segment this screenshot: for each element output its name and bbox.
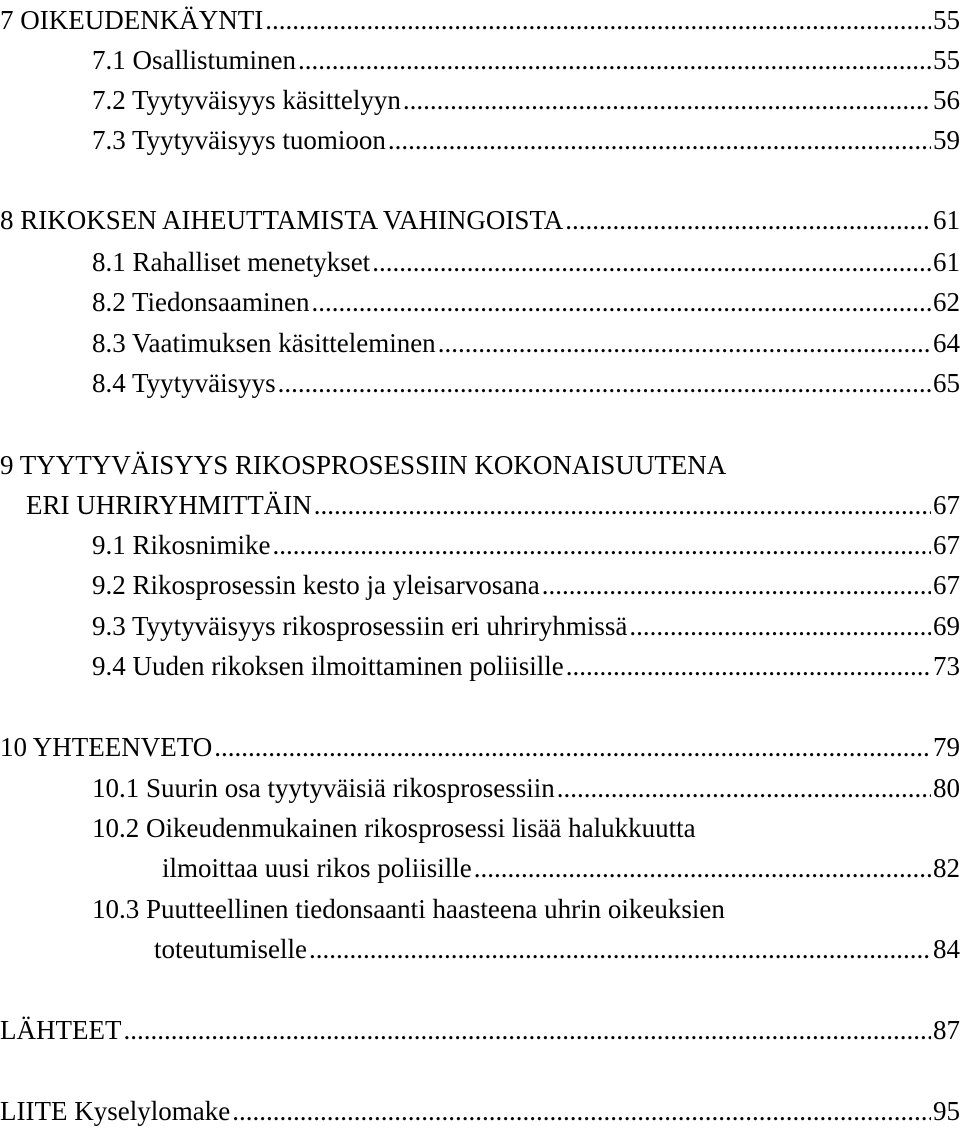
dot-leader: [372, 242, 931, 282]
dot-leader: [273, 525, 931, 565]
dot-leader: [123, 1010, 931, 1050]
toc-entry-page: 69: [933, 611, 960, 641]
toc-entry-page: 82: [933, 853, 960, 883]
dot-leader: [388, 120, 931, 160]
toc-entry-page: 79: [933, 732, 960, 762]
toc-entry-title: 7.1 Osallistuminen: [92, 45, 296, 75]
toc-entry-ch8-4[interactable]: [92, 363, 960, 403]
toc-entry-title: 10.1 Suurin osa tyytyväisiä rikosprosessiin: [92, 773, 555, 803]
toc-entry-title: 8 RIKOKSEN AIHEUTTAMISTA VAHINGOISTA: [0, 205, 564, 235]
toc-entry-title: LIITE Kyselylomake: [0, 1096, 231, 1126]
toc-entry-ch9-2[interactable]: [92, 565, 960, 605]
toc-entry-ch9-title-line[interactable]: 9 TYYTYVÄISYYS RIKOSPROSESSIIN KOKONAISUUTENA: [0, 450, 727, 480]
toc-entry-title: toteutumiselle: [154, 934, 307, 964]
toc-entry-page: 56: [933, 85, 960, 115]
toc-entry-page: 67: [933, 490, 960, 520]
toc-entry-page: 64: [933, 328, 960, 358]
toc-entry-title: 10 YHTEENVETO: [0, 732, 213, 762]
toc-entry-ch10-3-title-line[interactable]: 10.3 Puutteellinen tiedonsaanti haasteena uhrin oikeuksien: [92, 894, 725, 924]
toc-entry-title: 8.3 Vaatimuksen käsitteleminen: [92, 328, 436, 358]
toc-entry-ch9[interactable]: [26, 485, 960, 525]
toc-entry-ch10-3[interactable]: [154, 929, 960, 969]
dot-leader: [542, 565, 931, 605]
toc-entry-page: 95: [933, 1096, 960, 1126]
dot-leader: [232, 1091, 931, 1131]
toc-entry-ch9-4[interactable]: [92, 646, 960, 686]
toc-entry-page: 61: [933, 247, 960, 277]
toc-entry-page: 55: [933, 5, 960, 35]
toc-entry-ch7[interactable]: [0, 0, 960, 40]
toc-entry-title: 7.3 Tyytyväisyys tuomioon: [92, 125, 386, 155]
toc-entry-ch8-2[interactable]: [92, 282, 960, 322]
toc-entry-title: 8.2 Tiedonsaaminen: [92, 287, 310, 317]
toc-entry-title: 9.1 Rikosnimike: [92, 530, 271, 560]
toc-entry-page: 87: [933, 1015, 960, 1045]
toc-entry-page: 84: [933, 934, 960, 964]
toc-entry-page: 62: [933, 287, 960, 317]
toc-entry-title: 8.1 Rahalliset menetykset: [92, 247, 371, 277]
toc-entry-page: 73: [933, 651, 960, 681]
toc-entry-page: 55: [933, 45, 960, 75]
toc-entry-title: 7 OIKEUDENKÄYNTI: [0, 5, 264, 35]
dot-leader: [265, 0, 931, 40]
toc-entry-ch10-1[interactable]: [92, 768, 960, 808]
toc-entry-page: 65: [933, 368, 960, 398]
dot-leader: [314, 485, 931, 525]
toc-entry-ch7-2[interactable]: [92, 80, 960, 120]
dot-leader: [403, 80, 931, 120]
toc-entry-appendix[interactable]: [0, 1091, 960, 1131]
toc-entry-title: 9.4 Uuden rikoksen ilmoittaminen poliisille: [92, 651, 564, 681]
toc-entry-ch10-2-title-line[interactable]: 10.2 Oikeudenmukainen rikosprosessi lisää halukkuutta: [92, 813, 696, 843]
toc-entry-title: 9.3 Tyytyväisyys rikosprosessiin eri uhriryhmissä: [92, 611, 628, 641]
toc-entry-ch8-3[interactable]: [92, 323, 960, 363]
toc-entry-title: 7.2 Tyytyväisyys käsittelyyn: [92, 85, 401, 115]
toc-entry-sources[interactable]: [0, 1010, 960, 1050]
dot-leader: [438, 323, 931, 363]
toc-entry-page: 67: [933, 530, 960, 560]
toc-entry-page: 59: [933, 125, 960, 155]
toc-entry-ch8-1[interactable]: [92, 242, 960, 282]
toc-entry-ch7-1[interactable]: [92, 40, 960, 80]
dot-leader: [557, 768, 931, 808]
dot-leader: [566, 646, 931, 686]
toc-entry-page: 61: [933, 205, 960, 235]
toc-entry-ch8[interactable]: [0, 200, 960, 240]
toc-entry-ch9-3[interactable]: [92, 606, 960, 646]
toc-entry-ch9-1[interactable]: [92, 525, 960, 565]
toc-entry-ch10-2[interactable]: [162, 848, 960, 888]
dot-leader: [298, 40, 931, 80]
dot-leader: [629, 606, 931, 646]
toc-entry-title: ERI UHRIRYHMITTÄIN: [26, 490, 312, 520]
toc-entry-ch10[interactable]: [0, 727, 960, 767]
toc-entry-title: ilmoittaa uusi rikos poliisille: [162, 853, 472, 883]
dot-leader: [309, 929, 931, 969]
dot-leader: [474, 848, 931, 888]
toc-entry-ch7-3[interactable]: [92, 120, 960, 160]
dot-leader: [565, 200, 931, 240]
toc-entry-title: 8.4 Tyytyväisyys: [92, 368, 276, 398]
dot-leader: [312, 282, 931, 322]
toc-entry-title: LÄHTEET: [0, 1015, 122, 1045]
toc-entry-title: 9.2 Rikosprosessin kesto ja yleisarvosana: [92, 570, 540, 600]
dot-leader: [214, 727, 931, 767]
toc-entry-page: 67: [933, 570, 960, 600]
dot-leader: [278, 363, 931, 403]
toc-entry-page: 80: [933, 773, 960, 803]
